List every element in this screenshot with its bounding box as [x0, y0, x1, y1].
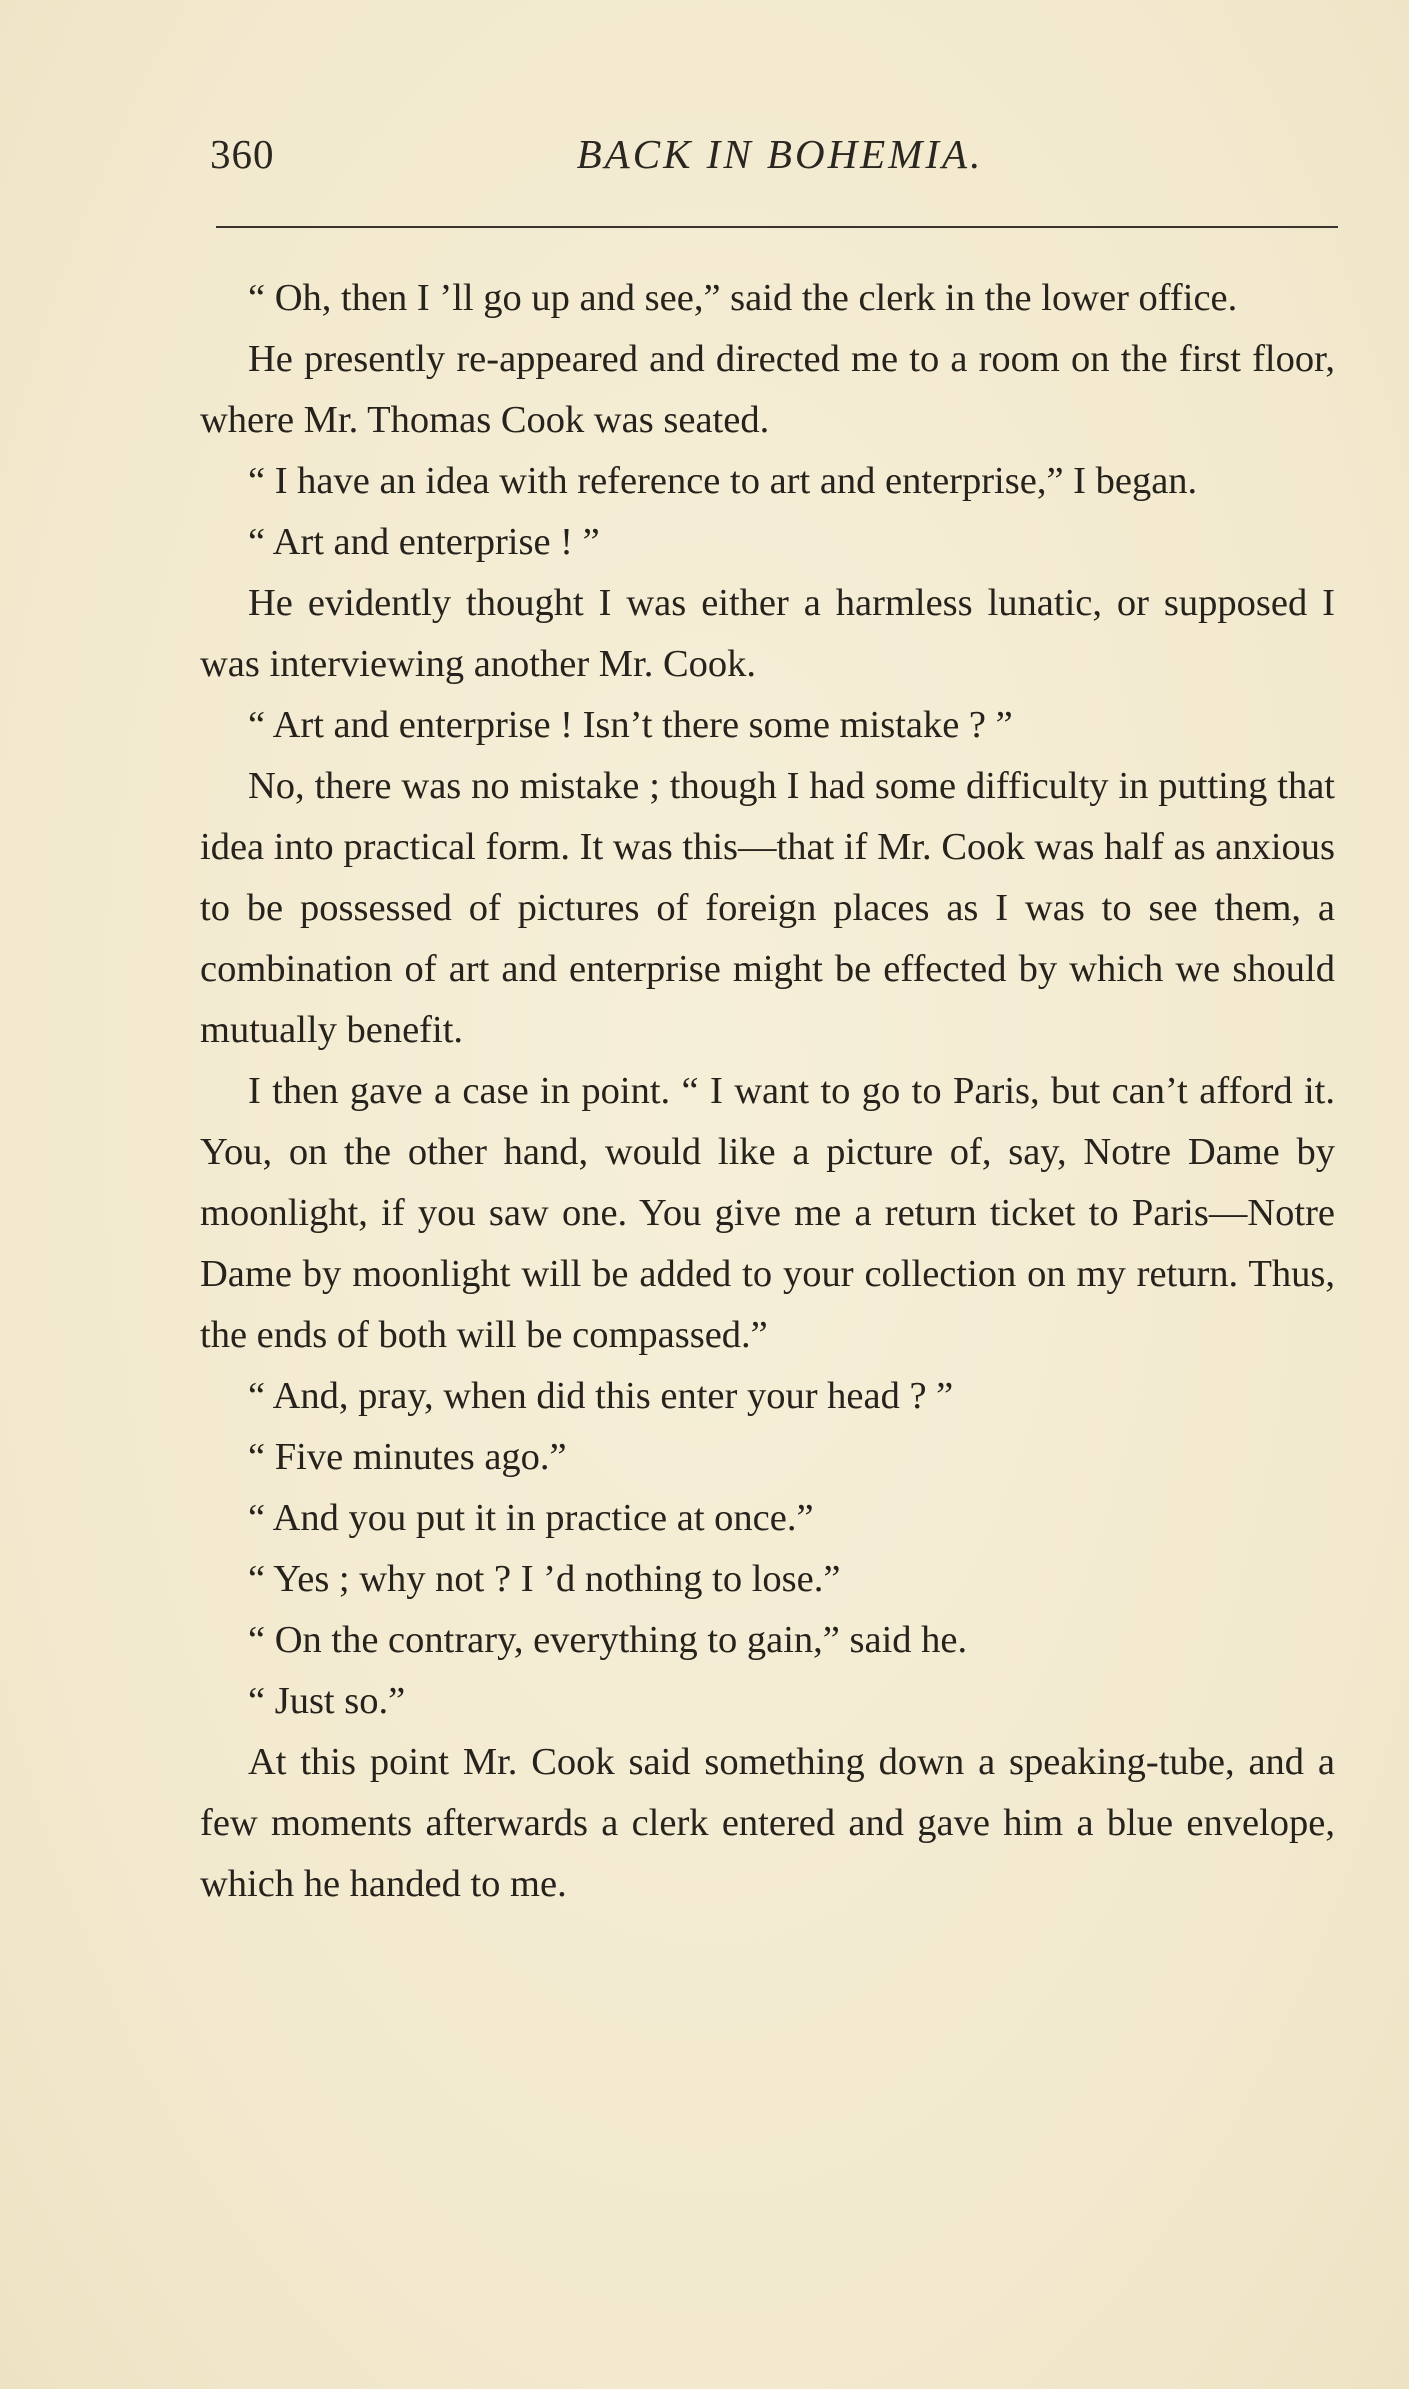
paragraph: “ Five minutes ago.”	[248, 1436, 567, 1478]
body-text	[200, 268, 1335, 1915]
paragraph: No, there was no mistake ; though I had some difficulty in putting that idea into practical form. It was this—that if Mr. Cook was half as anxious to be possessed of pictures of foreign places as I was to see them, a combination of art and enterprise might be effected by which we should mutually benefit.	[200, 765, 1335, 1051]
paragraph: I then gave a case in point. “ I want to go to Paris, but can’t afford it. You, on the other hand, would like a picture of, say, Notre Dame by moonlight, if you saw one. You give me a return ticket to Paris—Notre Dame by moonlight will be added to your collection on my return. Thus, the ends of both will be compassed.”	[200, 1070, 1335, 1356]
paragraph: “ I have an idea with reference to art and enterprise,” I began.	[248, 460, 1198, 502]
paragraph: “ Yes ; why not ? I ’d nothing to lose.”	[248, 1558, 841, 1600]
paragraph: “ On the contrary, everything to gain,” said he.	[248, 1619, 968, 1661]
header-rule	[216, 226, 1338, 228]
running-title: BACK IN BOHEMIA.	[576, 131, 984, 177]
paragraph: “ Art and enterprise ! Isn’t there some mistake ? ”	[248, 704, 1013, 746]
paragraph: “ Just so.”	[248, 1680, 406, 1722]
paragraph: At this point Mr. Cook said something down a speaking-tube, and a few moments afterwards a clerk entered and gave him a blue envelope, which he handed to me.	[200, 1741, 1335, 1905]
paragraph: “ And you put it in practice at once.”	[248, 1497, 814, 1539]
paragraph: He evidently thought I was either a harmless lunatic, or supposed I was interviewing another Mr. Cook.	[200, 582, 1335, 685]
paragraph: “ And, pray, when did this enter your head ? ”	[248, 1375, 954, 1417]
paragraph: “ Oh, then I ’ll go up and see,” said the clerk in the lower office.	[248, 277, 1238, 319]
page-number: 360	[210, 131, 275, 177]
paragraph: He presently re-appeared and directed me to a room on the first floor, where Mr. Thomas Cook was seated.	[200, 338, 1335, 441]
paragraph: “ Art and enterprise ! ”	[248, 521, 600, 563]
page-header	[200, 130, 1340, 190]
